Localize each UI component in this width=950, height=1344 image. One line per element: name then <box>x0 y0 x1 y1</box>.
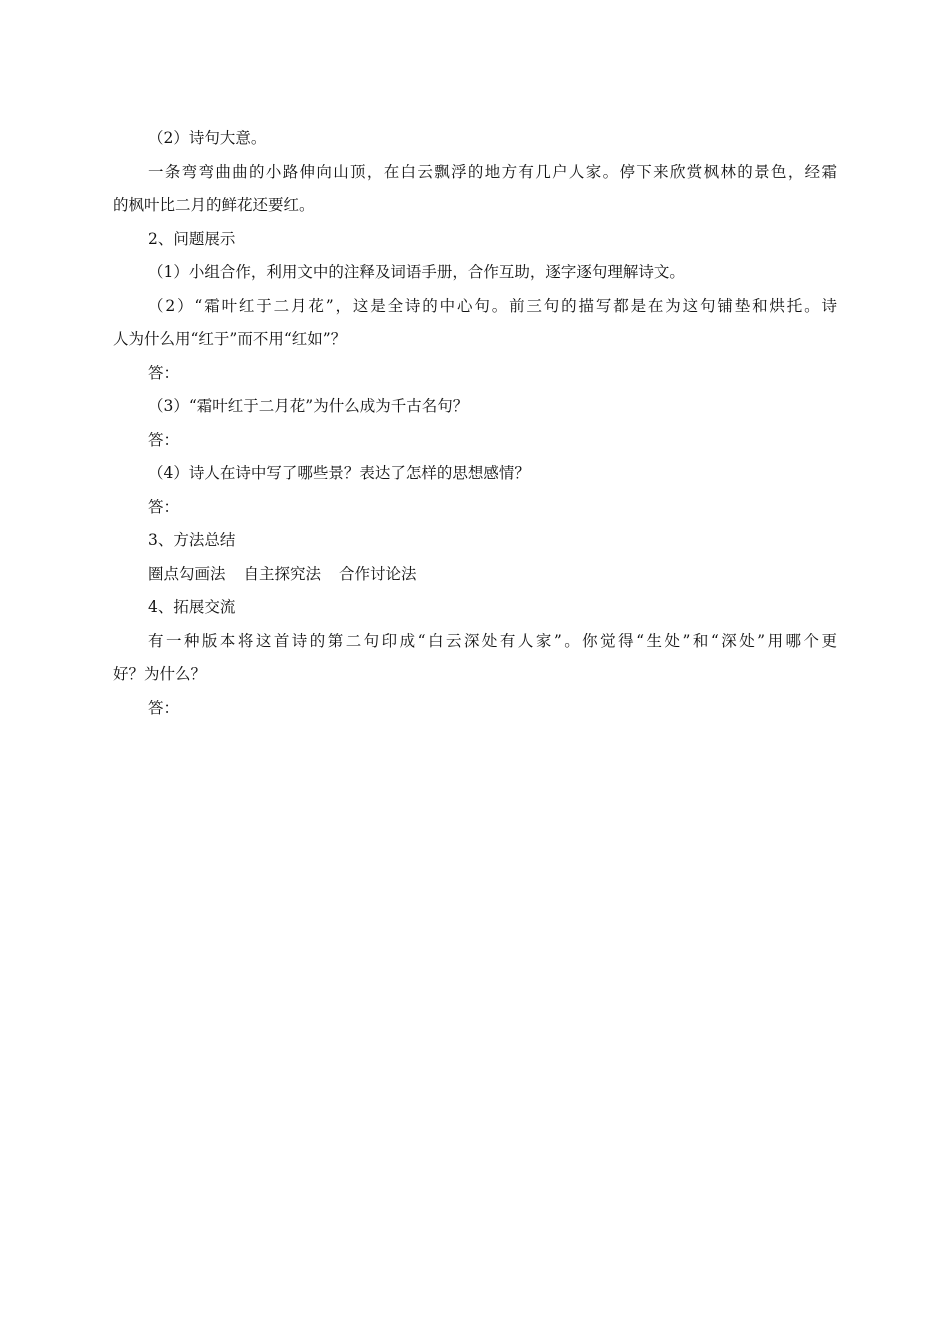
answer-label: 答： <box>148 430 180 449</box>
paragraph-meaning-line-2: 的枫叶比二月的鲜花还要红。 <box>113 196 315 214</box>
extension-question-line-1: 有一种版本将这首诗的第二句印成“白云深处有人家”。你觉得“生处”和“深处”用哪个更 <box>148 631 837 650</box>
section-heading-problems: 2、问题展示 <box>148 229 236 248</box>
question-2-line-1: （2）“霜叶红于二月花”，这是全诗的中心句。前三句的描写都是在为这句铺垫和烘托。诗 <box>148 296 837 315</box>
answer-label: 答： <box>148 497 180 516</box>
extension-question-line-2: 好？为什么？ <box>113 665 207 683</box>
question-1: （1）小组合作，利用文中的注释及词语手册，合作互助，逐字逐句理解诗文。 <box>148 263 685 281</box>
section-heading-extension: 4、拓展交流 <box>148 598 236 616</box>
subsection-poem-meaning: （2）诗句大意。 <box>148 129 267 147</box>
question-4: （4）诗人在诗中写了哪些景？表达了怎样的思想感情？ <box>148 464 530 482</box>
paragraph-meaning-line-1: 一条弯弯曲曲的小路伸向山顶，在白云飘浮的地方有几户人家。停下来欣赏枫林的景色，经霜 <box>148 162 837 181</box>
method-item: 合作讨论法 <box>339 564 417 583</box>
question-3: （3）“霜叶红于二月花”为什么成为千古名句？ <box>148 397 469 415</box>
question-2-line-2: 人为什么用“红于”而不用“红如”？ <box>113 330 347 348</box>
section-heading-methods: 3、方法总结 <box>148 531 236 549</box>
answer-label: 答： <box>148 698 180 717</box>
methods-list <box>113 558 837 592</box>
method-item: 圈点勾画法 <box>148 564 226 583</box>
method-item: 自主探究法 <box>243 564 322 583</box>
answer-label: 答： <box>148 363 180 382</box>
document-body <box>113 122 837 725</box>
